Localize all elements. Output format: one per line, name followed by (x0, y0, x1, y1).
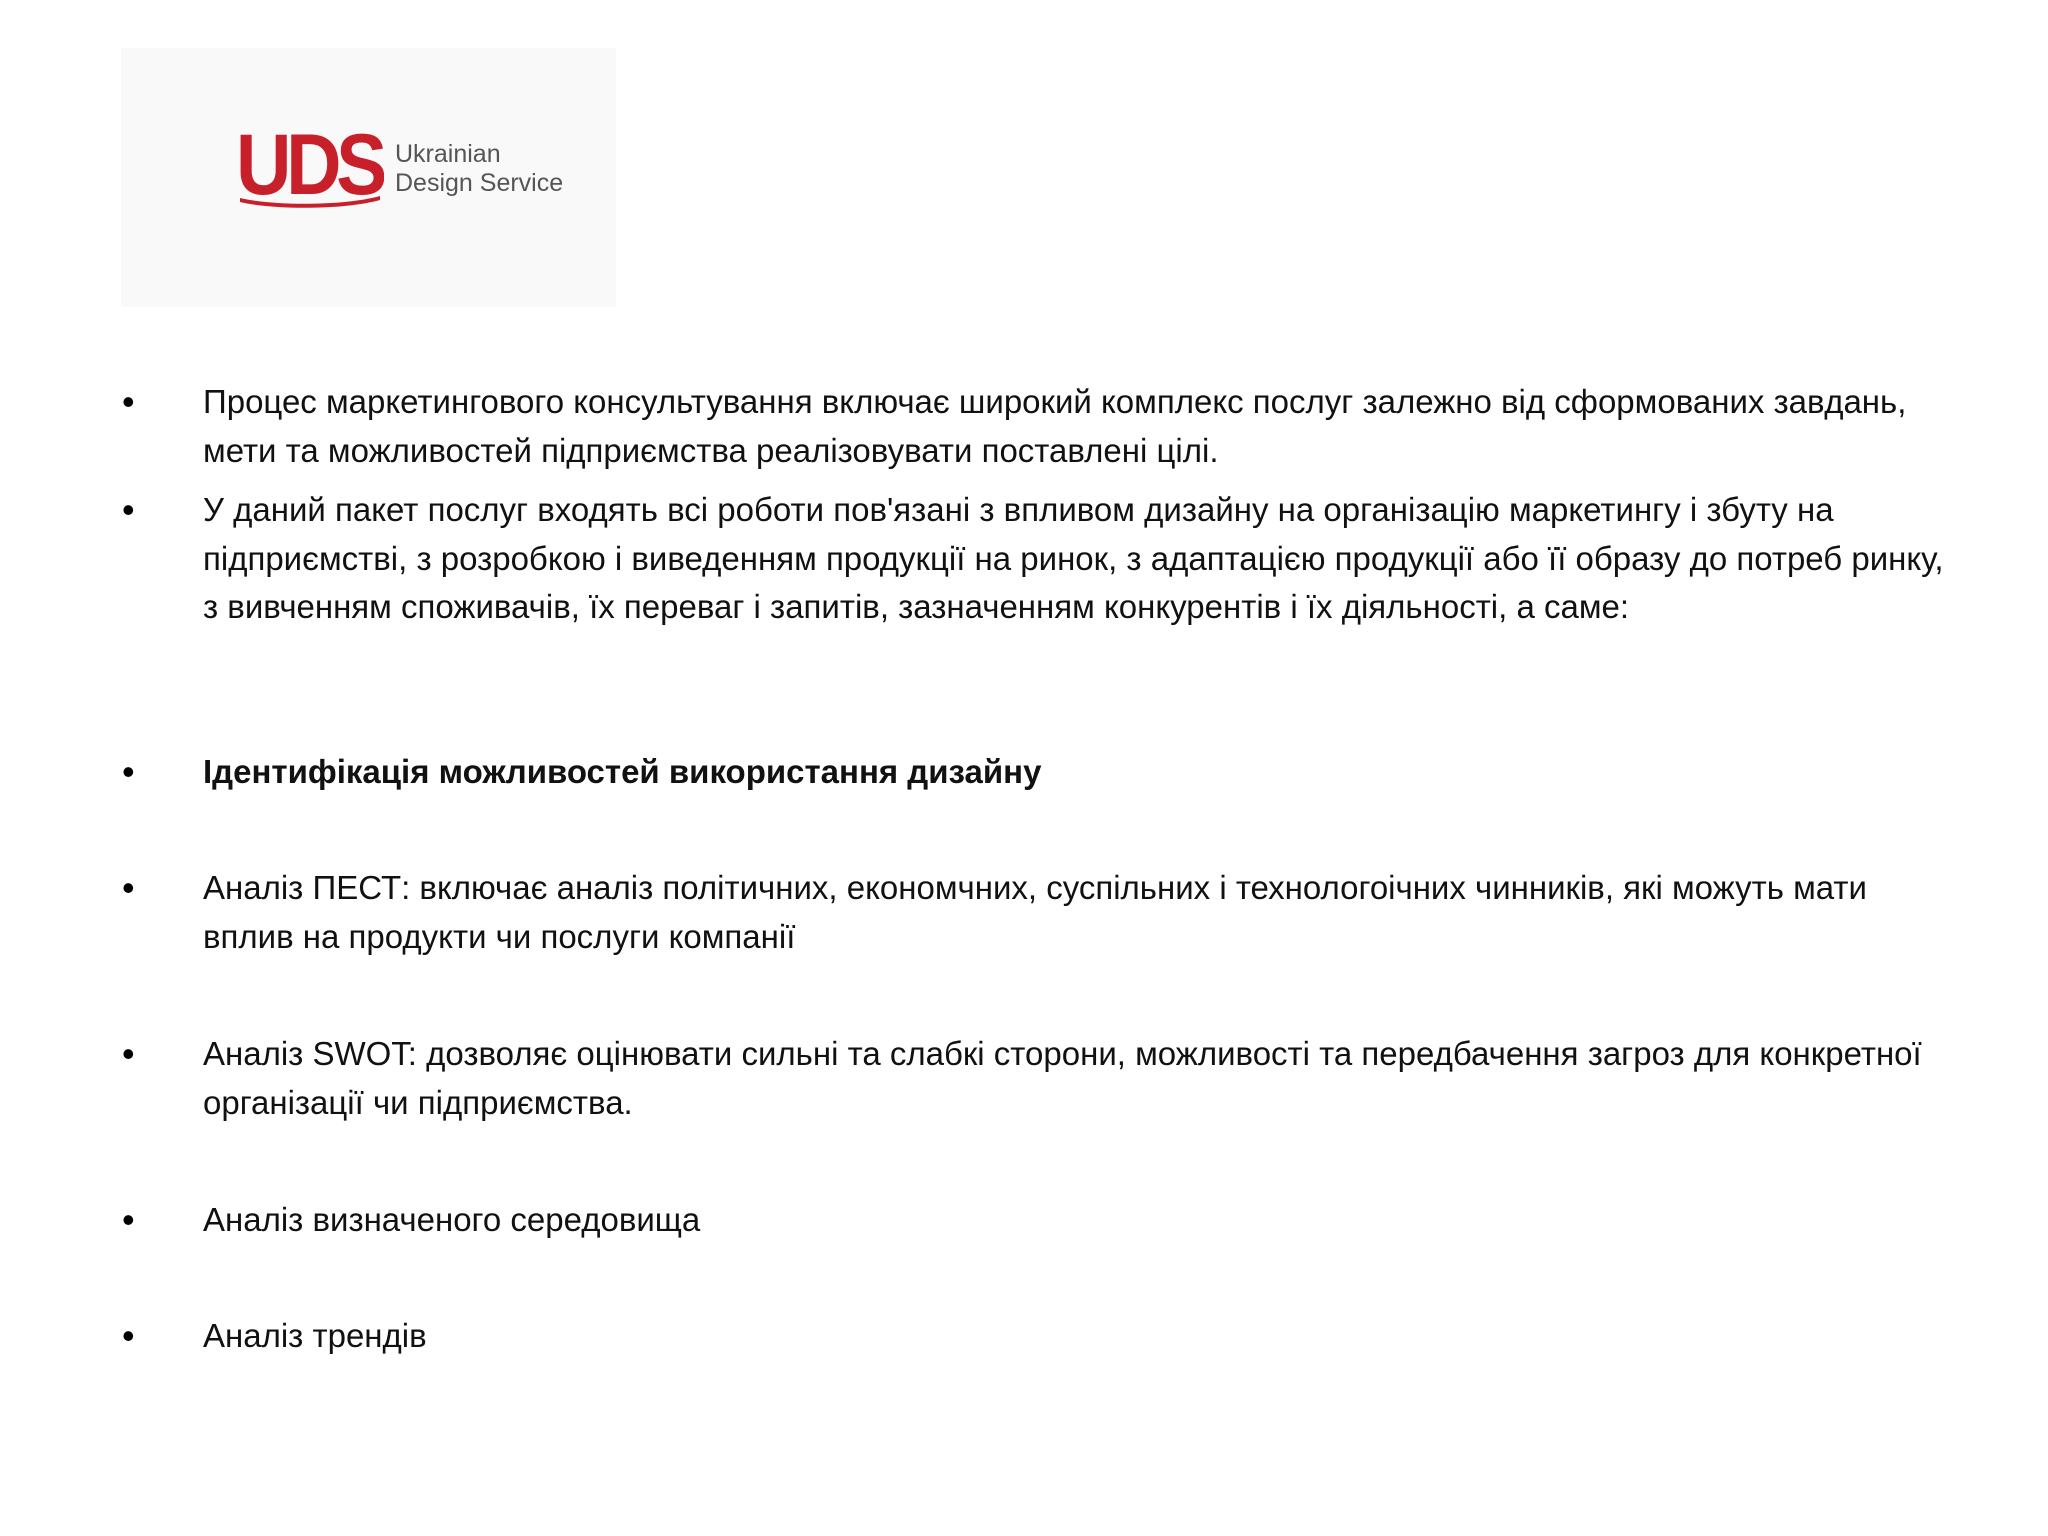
logo-line-1: Ukrainian (395, 140, 501, 168)
bullet-icon: • (122, 1315, 135, 1356)
svg-text:UDS: UDS (236, 126, 384, 208)
bullet-icon: • (122, 489, 135, 530)
list-item-text: У даний пакет послуг входять всі роботи пов'язані з впливом дизайну на організацію маркетингу і збуту на підприємстві, з розробкою і виведенням продукції на ринок, з адаптацією продукції або її образу до потреб ринку, з вивченням споживачів, їх переваг і запитів, зазначенням конкурентів і їх діяльності, а саме: (203, 491, 1944, 625)
list-item-text: Процес маркетингового консультування включає широкий комплекс послуг залежно від сформованих завдань, мети та можливостей підприємства реалізовувати поставлені цілі. (203, 383, 1907, 469)
bullet-icon: • (122, 1033, 135, 1074)
bullet-icon: • (122, 1199, 135, 1240)
list-item-text: Аналіз визначеного середовища (203, 1201, 701, 1238)
list-item-text: Аналіз SWOT: дозволяє оцінювати сильні та слабкі сторони, можливості та передбачення загроз для конкретної організації чи підприємства. (203, 1035, 1922, 1121)
list-item-text: Аналіз трендів (203, 1317, 427, 1354)
bullet-icon: • (122, 381, 135, 422)
logo-line-2: Design Service (395, 169, 564, 197)
bullet-icon: • (122, 867, 135, 908)
list-item-text: Ідентифікація можливостей використання дизайну (203, 753, 1042, 790)
bullet-icon: • (122, 751, 135, 792)
list-item-text: Аналіз ПЕСТ: включає аналіз політичних, економчних, суспільних і технологоічних чинників, які можуть мати вплив на продукти чи послуги компанії (203, 869, 1867, 955)
